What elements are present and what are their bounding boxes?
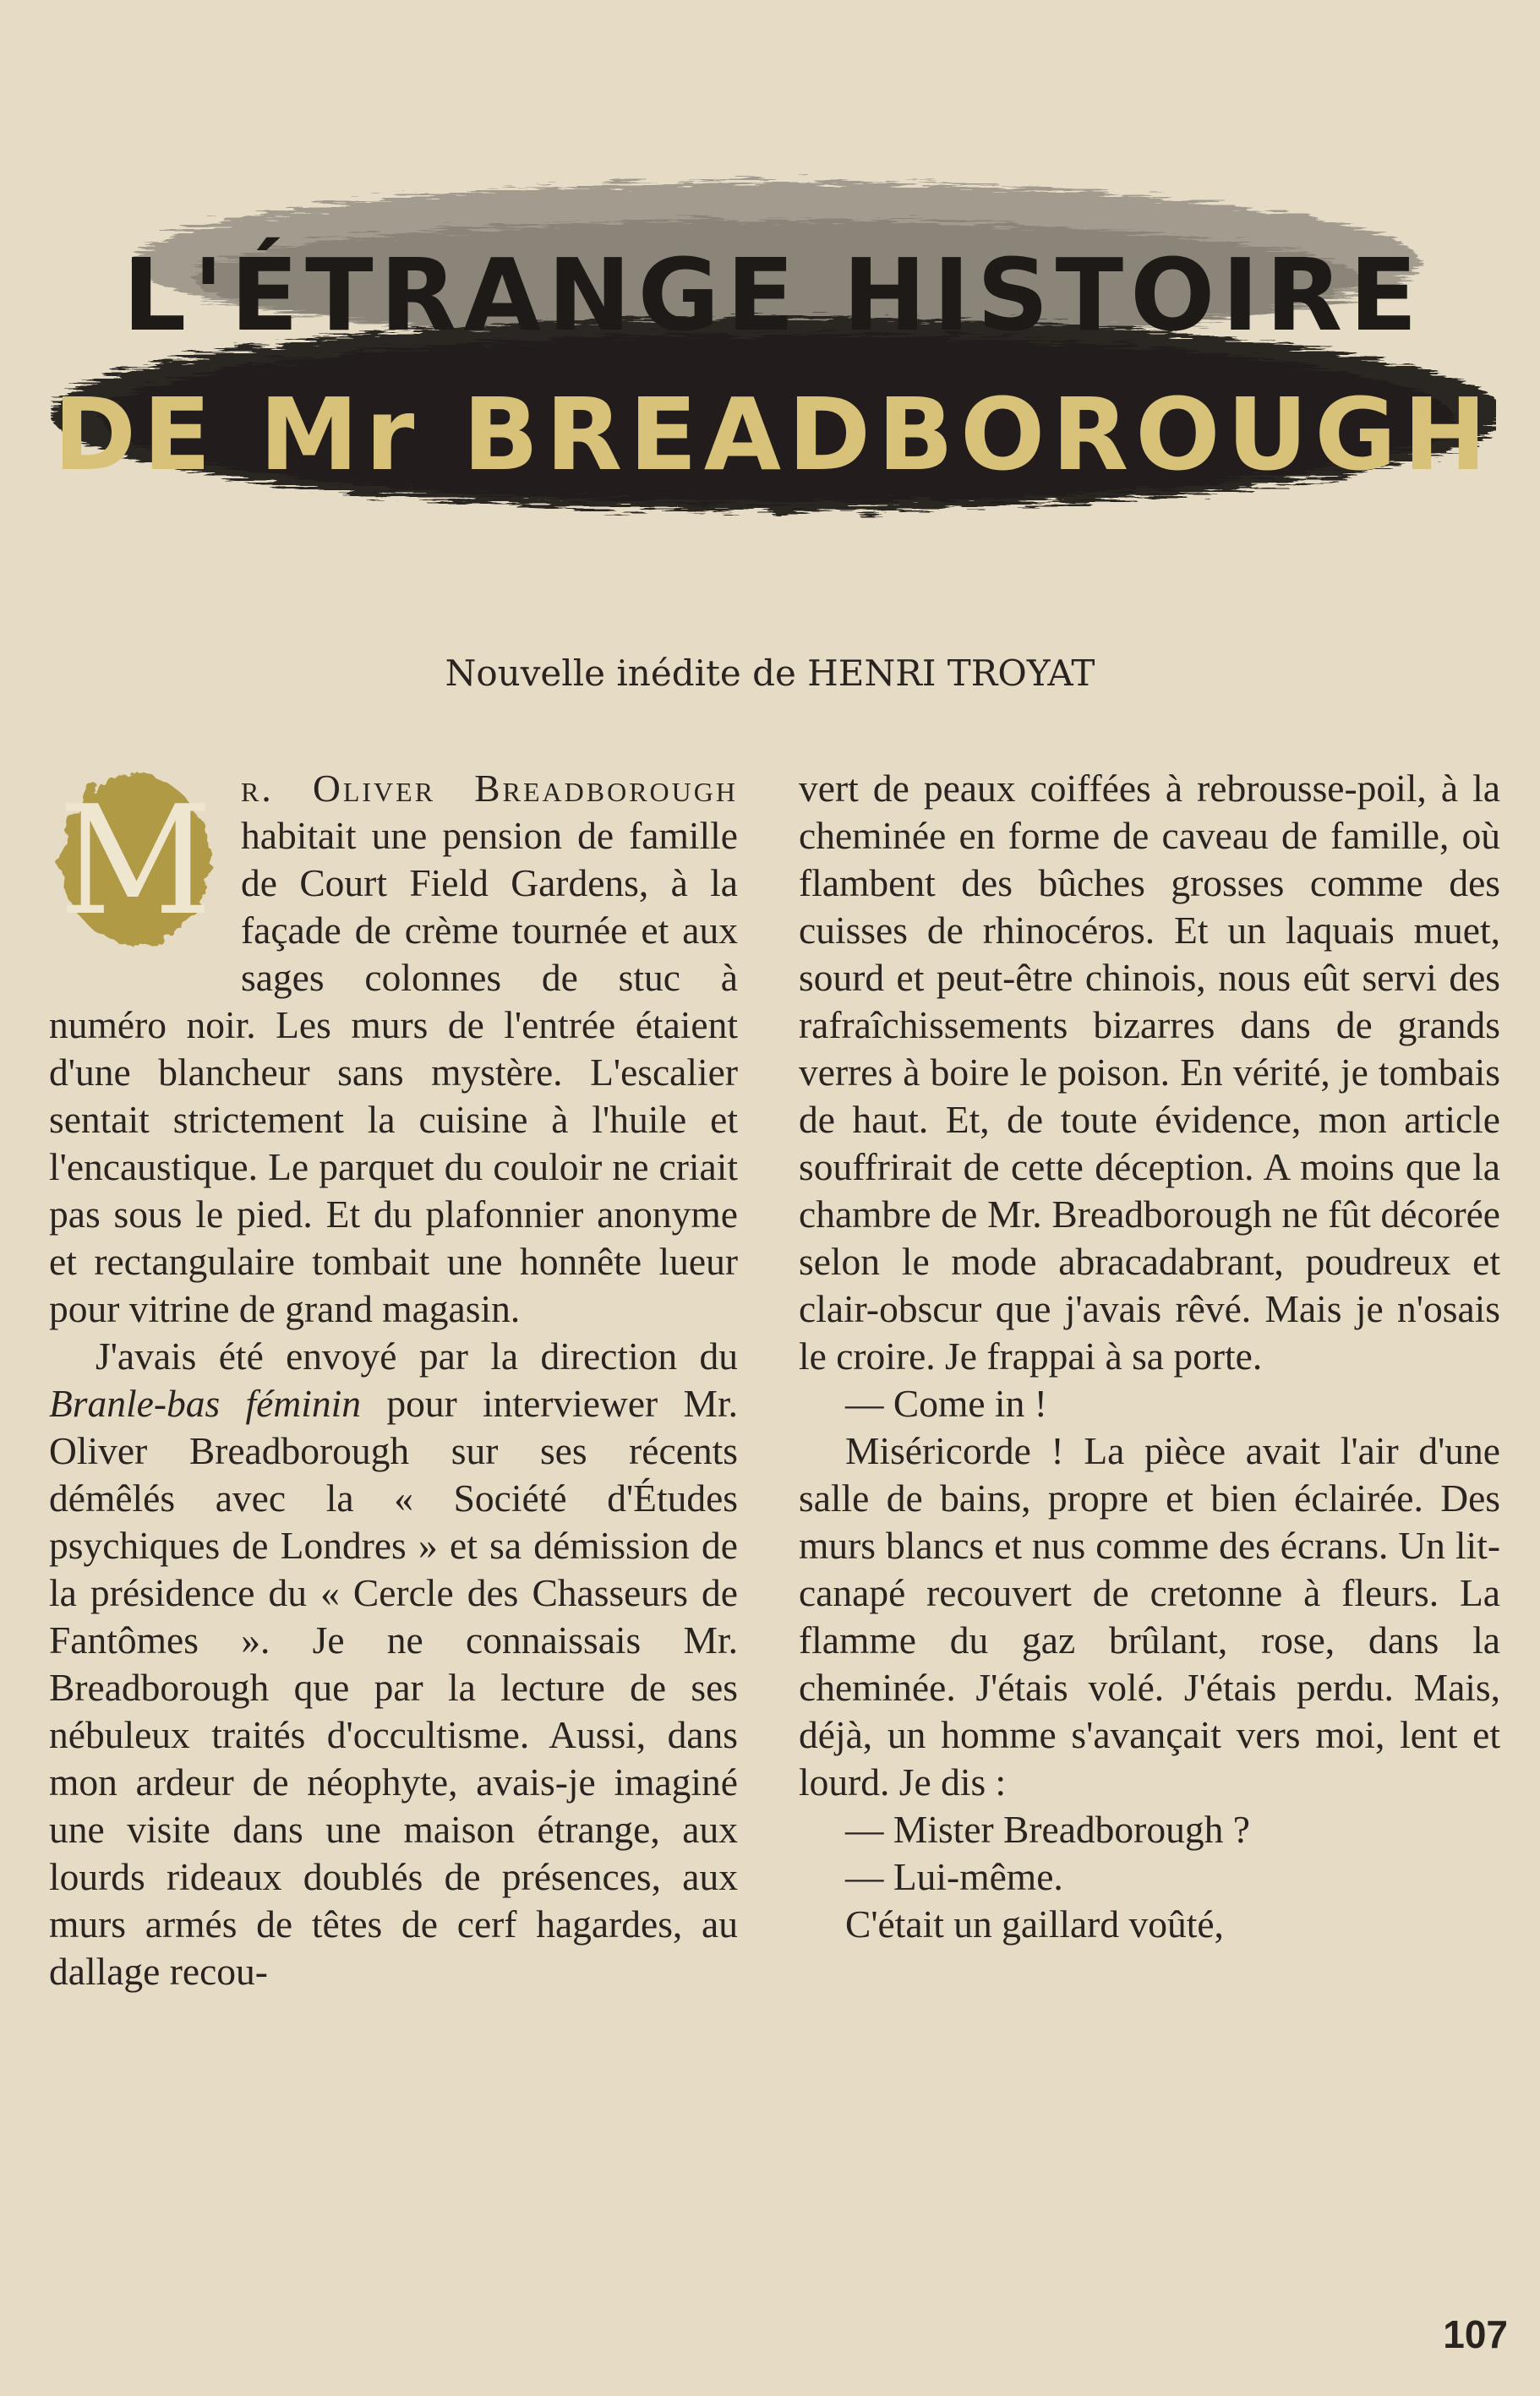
right-column [799, 765, 1500, 1948]
dialogue-line: — Lui-même. [845, 1855, 1063, 1898]
magazine-title: Branle-bas féminin [49, 1382, 361, 1425]
paragraph-text: pour interviewer Mr. Oliver Breadborough sur ses récents démêlés avec la « Société d'Études psychiques de Londres » et sa démission de la présidence du « Cercle des Chasseurs de Fantômes ». Je ne connaissais Mr. Breadborough que par la lecture de ses nébuleux traités d'occultisme. Aussi, dans mon ardeur de néophyte, avais-je imaginé une visite dans une maison étrange, aux lourds rideaux doublés de présences, aux murs armés de têtes de cerf hagardes, au dallage recou- [49, 1382, 738, 1993]
paragraph [49, 1333, 738, 1995]
drop-cap [49, 765, 222, 955]
dialogue-line: — Mister Breadborough ? [845, 1808, 1250, 1851]
title-banner [51, 135, 1496, 609]
paragraph: C'était un gaillard voûté, [845, 1902, 1224, 1946]
byline: Nouvelle inédite de HENRI TROYAT [445, 652, 1095, 694]
brush-stroke-background [51, 135, 1496, 609]
paragraph-text: J'avais été envoyé par la direction du [96, 1334, 738, 1378]
drop-cap-letter: M [58, 773, 213, 948]
left-column [49, 765, 738, 1995]
page-number: 107 [1443, 2312, 1508, 2356]
paragraph-text: habitait une pension de famille de Court Field Gardens, à la façade de crème tournée et aux sages colonnes de stuc à numéro noir. Les murs de l'entrée étaient d'une blancheur sans mystère. L'escalier sentait strictement la cuisine à l'huile et l'encaustique. Le parquet du couloir ne criait pas sous le pied. Et du plafonnier anonyme et rectangulaire tombait une honnête lueur pour vitrine de grand magasin. [49, 814, 738, 1330]
title-line-2: DE Mr BREADBOROUGH [53, 376, 1494, 493]
dialogue-line: — Come in ! [845, 1382, 1047, 1425]
paragraph: vert de peaux coiffées à rebrousse-poil, à la cheminée en forme de caveau de famille, où flambent des bûches grosses comme des cuisses de rhinocéros. Et un laquais muet, sourd et peut-être chinois, nous eût servi des rafraîchissements bizarres dans de grands verres à boire le poison. En vérité, je tombais de haut. Et, de toute évidence, mon article souffrirait de cette déception. A moins que la chambre de Mr. Breadborough ne fût décorée selon le mode abracadabrant, poudreux et clair-obscur que j'avais rêvé. Mais je n'osais le croire. Je frappai à sa porte. [799, 767, 1500, 1378]
opening-words: r. Oliver Breadborough [241, 767, 738, 810]
title-line-1: L'ÉTRANGE HISTOIRE [123, 237, 1424, 353]
paragraph: Miséricorde ! La pièce avait l'air d'une salle de bains, propre et bien éclairée. Des murs blancs et nus comme des écrans. Un lit-canapé recouvert de cretonne à fleurs. La flamme du gaz brûlant, rose, dans la cheminée. J'étais volé. J'étais perdu. Mais, déjà, un homme s'avançait vers moi, lent et lourd. Je dis : [799, 1429, 1500, 1804]
